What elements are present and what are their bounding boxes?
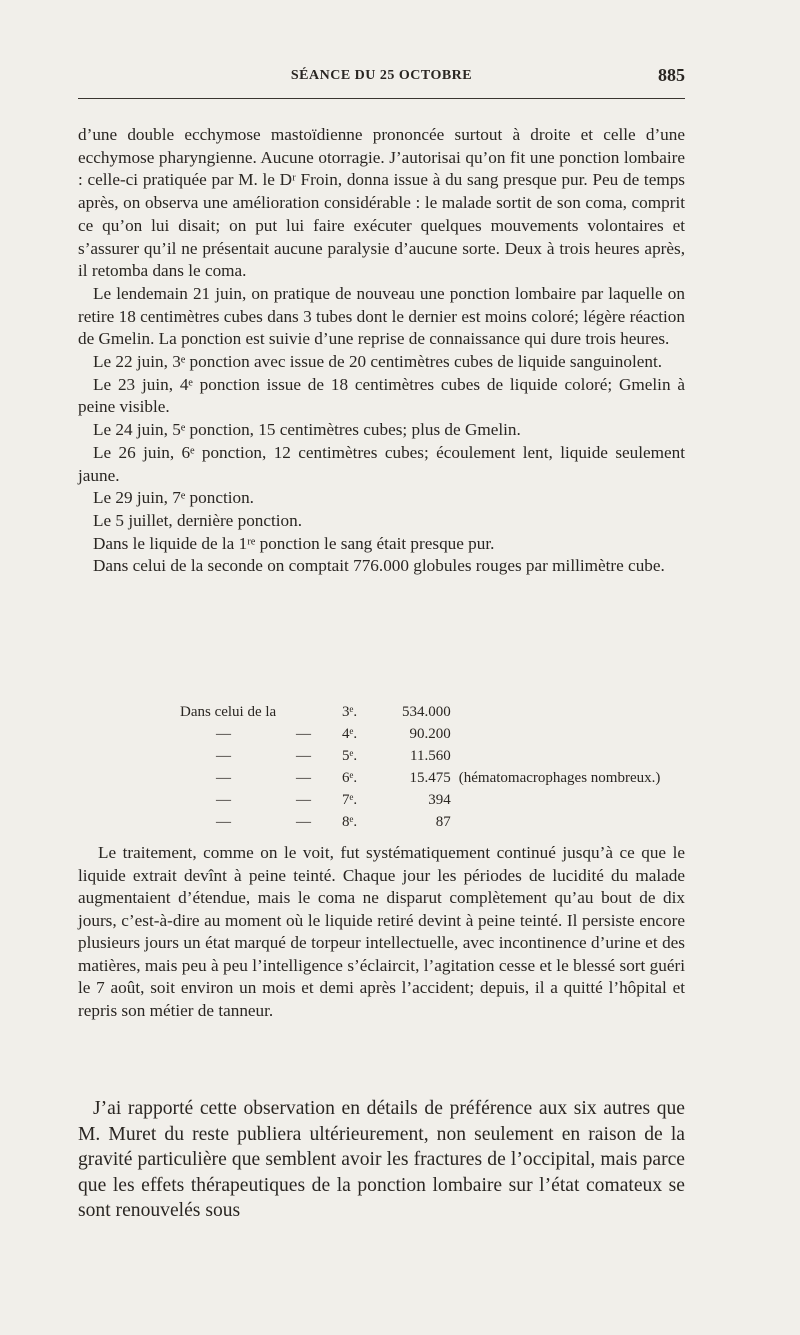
paragraph: Le 23 juin, 4ᵉ ponction issue de 18 centimètres cubes de liquide coloré; Gmelin à peine visible. <box>78 374 685 417</box>
cell-count: 90.200 <box>409 726 451 742</box>
puncture-ordinal: 8ᵉ. <box>342 814 358 830</box>
ditto-dash: — <box>296 726 311 742</box>
row-note <box>451 723 661 745</box>
paragraph: Le 29 juin, 7ᵉ ponction. <box>93 488 254 508</box>
paragraph: Le traitement, comme on le voit, fut systématiquement continué jusqu’à ce que le liquide extrait devînt à peine teinté. Chaque jour les périodes de lucidité du malade augmentaient d’étendue, mais le coma ne disparut complètement qu’au bout de dix jours, c’est-à-dire au moment où le liquide retiré devint à peine teinté. Il persiste encore plusieurs jours un état marqué de torpeur intellectuelle, avec incontinence d’urine et des matières, mais peu à peu l’intelligence s’éclaircit, l’agitation cesse et le blessé sort guéri le 7 août, soit environ un mois et demi après l’accident; depuis, il a quitté l’hôpital et repris son métier de tanneur. <box>78 843 685 1020</box>
cell-count: 15.475 <box>409 770 451 786</box>
cell-count: 534.000 <box>402 704 451 720</box>
paragraph: Le 26 juin, 6ᵉ ponction, 12 centimètres cubes; écoulement lent, liquide seulement jaune. <box>78 442 685 485</box>
row-note <box>451 789 661 811</box>
case-narrative <box>78 124 685 578</box>
table-row <box>180 789 660 811</box>
puncture-ordinal: 3ᵉ. <box>342 704 358 720</box>
closing-section <box>78 1096 685 1224</box>
paragraph: Le lendemain 21 juin, on pratique de nouveau une ponction lombaire par laquelle on retire 18 centimètres cubes dans 3 tubes dont le dernier est moins coloré; légère réaction de Gmelin. La ponction est suivie d’une reprise de connaissance qui dure trois heures. <box>78 283 685 349</box>
ditto-dash: — <box>216 770 231 786</box>
row-note <box>451 701 661 723</box>
cell-count: 87 <box>435 814 451 830</box>
paragraph: Le 22 juin, 3ᵉ ponction avec issue de 20 centimètres cubes de liquide sanguinolent. <box>93 352 663 372</box>
ditto-dash: — <box>296 770 311 786</box>
row-note: (hématomacrophages nombreux.) <box>458 770 661 786</box>
puncture-ordinal: 7ᵉ. <box>342 792 358 808</box>
table-row <box>180 701 660 723</box>
page-header <box>78 62 685 99</box>
paragraph: J’ai rapporté cette observation en détails de préférence aux six autres que M. Muret du reste publiera ultérieurement, non seulement en raison de la gravité particulière que semblent avoir les fractures de l’occipital, mais parce que les effets thérapeutiques de la ponction lombaire sur l’état comateux se sont renouvelés sous <box>78 1098 685 1221</box>
paragraph: Dans le liquide de la 1ʳᵉ ponction le sang était presque pur. <box>93 533 495 553</box>
table-row <box>180 767 660 789</box>
paragraph: Le 24 juin, 5ᵉ ponction, 15 centimètres cubes; plus de Gmelin. <box>93 420 521 440</box>
puncture-ordinal: 5ᵉ. <box>342 748 358 764</box>
row-note <box>451 811 661 833</box>
treatment-section <box>78 842 685 1022</box>
ditto-dash: — <box>216 726 231 742</box>
paragraph: d’une double ecchymose mastoïdienne prononcée surtout à droite et celle d’une ecchymose pharyngienne. Aucune otorragie. J’autorisai qu’on fit une ponction lombaire : celle-ci pratiquée par M. le Dʳ Froin, donna issue à du sang presque pur. Peu de temps après, on observa une amélioration considérable : le malade sortit de son coma, comprit ce qu’on lui disait; on put lui faire exécuter quelques mouvements volontaires et s’assurer qu’il ne présentait aucune paralysie d’aucune sorte. Deux à trois heures après, il retomba dans le coma. <box>78 125 685 281</box>
page-number: 885 <box>658 65 685 85</box>
row-prefix <box>180 789 342 811</box>
cell-count: 394 <box>428 792 451 808</box>
row-prefix <box>180 745 342 767</box>
ditto-dash: — <box>296 814 311 830</box>
paragraph: Dans celui de la seconde on comptait 776.000 globules rouges par millimètre cube. <box>93 556 665 576</box>
table-row <box>180 745 660 767</box>
table-row <box>180 723 660 745</box>
table-row <box>180 811 660 833</box>
ditto-dash: — <box>296 792 311 808</box>
ditto-dash: — <box>216 814 231 830</box>
cell-count: 11.560 <box>410 748 451 764</box>
red-cell-count-table <box>180 701 660 833</box>
paragraph: Le 5 juillet, dernière ponction. <box>93 510 303 530</box>
row-note <box>451 745 661 767</box>
puncture-ordinal: 4ᵉ. <box>342 726 358 742</box>
running-title: SÉANCE DU 25 OCTOBRE <box>290 68 473 83</box>
ditto-dash: — <box>216 792 231 808</box>
row-prefix <box>180 811 342 833</box>
ditto-dash: — <box>296 748 311 764</box>
row-prefix <box>180 723 342 745</box>
row-prefix: Dans celui de la <box>180 704 277 720</box>
puncture-ordinal: 6ᵉ. <box>342 770 358 786</box>
row-prefix <box>180 767 342 789</box>
ditto-dash: — <box>216 748 231 764</box>
